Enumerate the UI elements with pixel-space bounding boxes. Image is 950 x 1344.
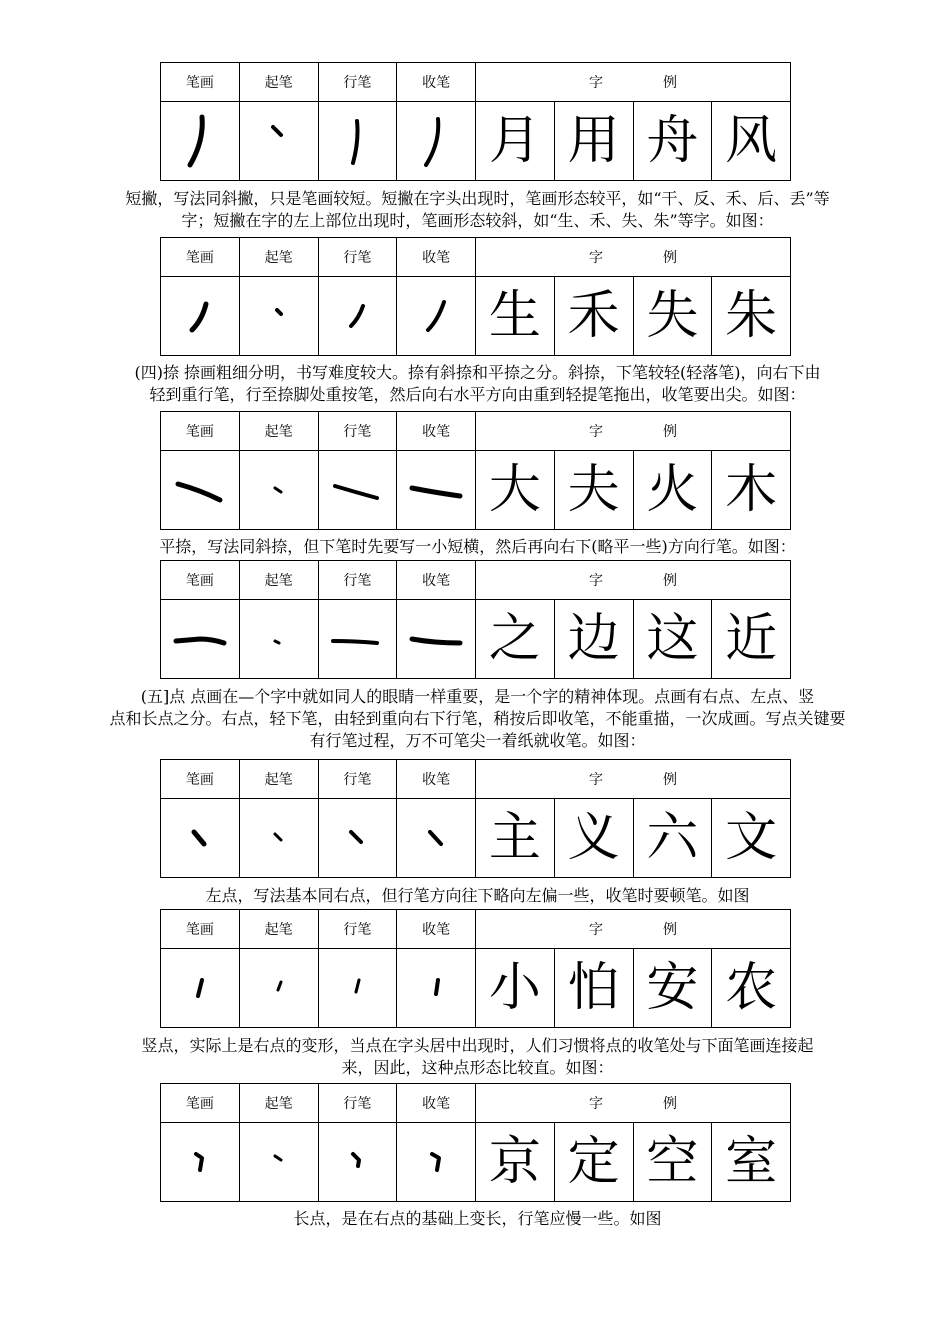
paragraph-dian xyxy=(60,686,895,752)
header-move: 行笔 xyxy=(318,412,397,451)
stroke-start-dot xyxy=(239,451,318,530)
stroke-full-right-dot xyxy=(161,799,240,878)
text-line: 长点，是在右点的基础上变长，行笔应慢一些。如图 xyxy=(293,1209,662,1228)
stroke-table-5 xyxy=(160,759,791,878)
example-char: 义 xyxy=(554,799,633,878)
header-examples: 字 例 xyxy=(476,561,791,600)
header-end: 收笔 xyxy=(397,1084,476,1123)
header-stroke: 笔画 xyxy=(161,910,240,949)
paragraph-na xyxy=(60,362,895,406)
stroke-start-dot xyxy=(239,102,318,181)
stroke-move xyxy=(318,277,397,356)
stroke-full-left-dot xyxy=(161,949,240,1028)
text-line: (五]点 点画在—个字中就如同人的眼睛一样重要，是一个字的精神体现。点画有右点、左点、竖 xyxy=(140,687,815,706)
header-move: 行笔 xyxy=(318,238,397,277)
example-char: 京 xyxy=(476,1123,555,1202)
example-char: 大 xyxy=(476,451,555,530)
header-examples: 字 例 xyxy=(476,910,791,949)
header-move: 行笔 xyxy=(318,1084,397,1123)
example-char: 生 xyxy=(476,277,555,356)
stroke-full-vertical-dot xyxy=(161,1123,240,1202)
stroke-start-dot xyxy=(239,799,318,878)
example-char: 六 xyxy=(633,799,712,878)
header-examples: 字 例 xyxy=(476,760,791,799)
example-char: 木 xyxy=(712,451,791,530)
stroke-end xyxy=(397,451,476,530)
stroke-move xyxy=(318,600,397,679)
example-char: 近 xyxy=(712,600,791,679)
example-char: 用 xyxy=(554,102,633,181)
example-char: 小 xyxy=(476,949,555,1028)
stroke-table-3 xyxy=(160,411,791,530)
example-char: 边 xyxy=(554,600,633,679)
stroke-start-dot xyxy=(239,1123,318,1202)
example-char: 夫 xyxy=(554,451,633,530)
header-end: 收笔 xyxy=(397,561,476,600)
example-char: 主 xyxy=(476,799,555,878)
stroke-full-short-pie xyxy=(161,277,240,356)
example-char: 农 xyxy=(712,949,791,1028)
example-char: 空 xyxy=(633,1123,712,1202)
example-char: 这 xyxy=(633,600,712,679)
header-move: 行笔 xyxy=(318,910,397,949)
example-char: 火 xyxy=(633,451,712,530)
header-start: 起笔 xyxy=(239,760,318,799)
stroke-start-dot xyxy=(239,949,318,1028)
header-move: 行笔 xyxy=(318,561,397,600)
text-line: 竖点，实际上是右点的变形，当点在字头居中出现时，人们习惯将点的收笔处与下面笔画连接起 xyxy=(141,1036,814,1055)
example-char: 禾 xyxy=(554,277,633,356)
stroke-table-2 xyxy=(160,237,791,356)
header-examples: 字 例 xyxy=(476,412,791,451)
stroke-end xyxy=(397,799,476,878)
stroke-full-piě xyxy=(161,102,240,181)
header-move: 行笔 xyxy=(318,63,397,102)
paragraph-left-dot xyxy=(60,885,895,907)
stroke-start-dot xyxy=(239,600,318,679)
text-line: 平捺，写法同斜捺，但下笔时先要写一小短横，然后再向右下(略平一些)方向行笔。如图： xyxy=(159,537,796,556)
example-char: 舟 xyxy=(633,102,712,181)
example-char: 文 xyxy=(712,799,791,878)
header-examples: 字 例 xyxy=(476,1084,791,1123)
stroke-table-4 xyxy=(160,560,791,679)
header-end: 收笔 xyxy=(397,412,476,451)
paragraph-short-pie xyxy=(60,188,895,232)
text-line: 字；短撇在字的左上部位出现时，笔画形态较斜，如“生、禾、失、朱”等字。如图： xyxy=(181,211,774,230)
header-move: 行笔 xyxy=(318,760,397,799)
example-char: 月 xyxy=(476,102,555,181)
text-line: 来，因此，这种点形态比较直。如图： xyxy=(341,1058,614,1077)
header-stroke: 笔画 xyxy=(161,561,240,600)
paragraph-long-dot xyxy=(60,1208,895,1230)
text-line: 有行笔过程，万不可笔尖一着纸就收笔。如图： xyxy=(309,731,646,750)
header-end: 收笔 xyxy=(397,63,476,102)
example-char: 之 xyxy=(476,600,555,679)
stroke-start-dot xyxy=(239,277,318,356)
header-stroke: 笔画 xyxy=(161,63,240,102)
stroke-move xyxy=(318,451,397,530)
example-char: 安 xyxy=(633,949,712,1028)
header-end: 收笔 xyxy=(397,910,476,949)
header-examples: 字 例 xyxy=(476,238,791,277)
text-line: (四)捺 捺画粗细分明，书写难度较大。捺有斜捺和平捺之分。斜捺，下笔较轻(轻落笔)，向右下由 xyxy=(134,363,821,382)
stroke-move xyxy=(318,1123,397,1202)
stroke-end xyxy=(397,949,476,1028)
paragraph-ping-na xyxy=(60,536,895,558)
header-stroke: 笔画 xyxy=(161,760,240,799)
header-start: 起笔 xyxy=(239,63,318,102)
text-line: 点和长点之分。右点，轻下笔，由轻到重向右下行笔，稍按后即收笔，不能重描，一次成画。写点关键要 xyxy=(109,709,846,728)
stroke-end xyxy=(397,1123,476,1202)
header-start: 起笔 xyxy=(239,1084,318,1123)
header-stroke: 笔画 xyxy=(161,1084,240,1123)
stroke-table-1 xyxy=(160,62,791,181)
header-start: 起笔 xyxy=(239,561,318,600)
stroke-move xyxy=(318,799,397,878)
stroke-end xyxy=(397,277,476,356)
header-examples: 字 例 xyxy=(476,63,791,102)
stroke-table-6 xyxy=(160,909,791,1028)
example-char: 室 xyxy=(712,1123,791,1202)
text-line: 轻到重行笔，行至捺脚处重按笔，然后向右水平方向由重到轻提笔拖出，收笔要出尖。如图： xyxy=(149,385,806,404)
stroke-move xyxy=(318,949,397,1028)
header-stroke: 笔画 xyxy=(161,238,240,277)
stroke-move xyxy=(318,102,397,181)
text-line: 左点，写法基本同右点，但行笔方向往下略向左偏一些，收笔时要顿笔。如图 xyxy=(205,886,750,905)
header-stroke: 笔画 xyxy=(161,412,240,451)
stroke-end xyxy=(397,600,476,679)
example-char: 定 xyxy=(554,1123,633,1202)
example-char: 风 xyxy=(712,102,791,181)
stroke-table-7 xyxy=(160,1083,791,1202)
stroke-full-na xyxy=(161,451,240,530)
example-char: 失 xyxy=(633,277,712,356)
paragraph-vertical-dot xyxy=(60,1035,895,1079)
header-start: 起笔 xyxy=(239,238,318,277)
header-end: 收笔 xyxy=(397,238,476,277)
stroke-end xyxy=(397,102,476,181)
header-end: 收笔 xyxy=(397,760,476,799)
header-start: 起笔 xyxy=(239,910,318,949)
example-char: 怕 xyxy=(554,949,633,1028)
header-start: 起笔 xyxy=(239,412,318,451)
text-line: 短撇，写法同斜撇，只是笔画较短。短撇在字头出现时，笔画形态较平，如“干、反、禾、后、丢”等 xyxy=(125,189,830,208)
stroke-full-ping-na xyxy=(161,600,240,679)
example-char: 朱 xyxy=(712,277,791,356)
